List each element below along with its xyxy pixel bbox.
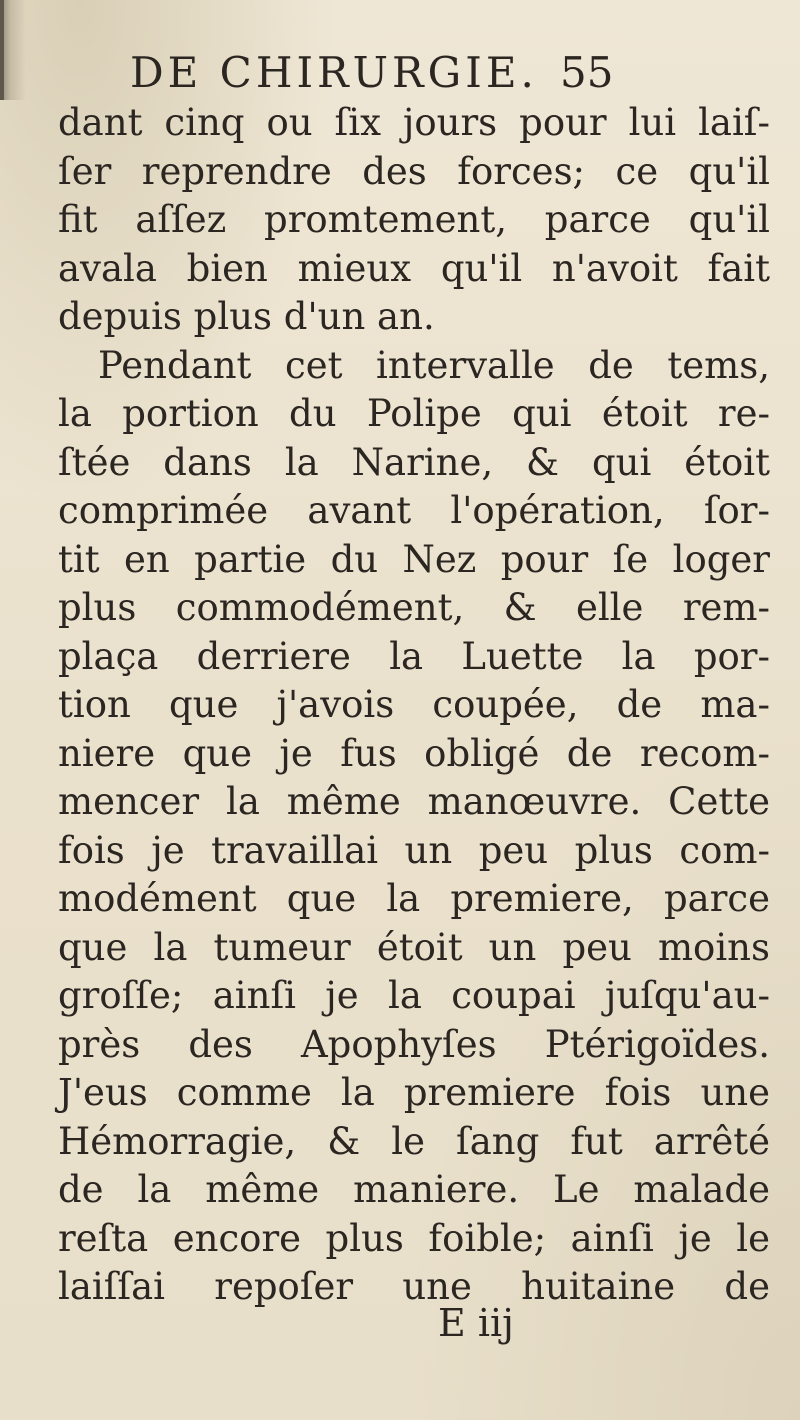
- text-line: modément que la premiere, parce: [58, 877, 770, 920]
- text-line: avala bien mieux qu'il n'avoit fait: [58, 246, 770, 290]
- page-number: 55: [560, 48, 614, 97]
- text-line: ſtée dans la Narine, & qui étoit: [58, 440, 770, 484]
- text-line: la portion du Polipe qui étoit re-: [58, 392, 770, 435]
- text-line: fois je travaillai un peu plus com-: [58, 828, 770, 872]
- page-header: [130, 46, 630, 98]
- text-line: tit en partie du Nez pour ſe loger: [58, 537, 770, 581]
- text-line: niere que je fus obligé de recom-: [58, 731, 770, 775]
- text-line: Pendant cet intervalle de tems,: [98, 343, 770, 387]
- text-line: depuis plus d'un an.: [58, 295, 435, 338]
- text-line: dant cinq ou ſix jours pour lui laiſ-: [58, 101, 770, 144]
- text-line: tion que j'avois coupée, de ma-: [58, 683, 770, 726]
- text-line: laiſſai repoſer une huitaine de: [58, 1265, 770, 1308]
- text-line: comprimée avant l'opération, ſor-: [58, 489, 770, 532]
- text-line: près des Apophyſes Ptérigoïdes.: [58, 1022, 770, 1066]
- text-line: J'eus comme la premiere fois une: [58, 1071, 770, 1114]
- text-line: plus commodément, & elle rem-: [58, 586, 770, 629]
- running-title: DE CHIRURGIE.: [130, 48, 538, 97]
- text-line: de la même maniere. Le malade: [58, 1168, 770, 1211]
- text-line: ſer reprendre des forces; ce qu'il: [58, 149, 770, 193]
- text-line: groſſe; ainſi je la coupai juſqu'au-: [58, 974, 770, 1017]
- text-line: mencer la même manœuvre. Cette: [58, 780, 770, 823]
- text-line: reſta encore plus foible; ainſi je le: [58, 1216, 770, 1260]
- text-line: plaça derriere la Luette la por-: [58, 634, 770, 678]
- body-text: [58, 99, 770, 1312]
- text-line: que la tumeur étoit un peu moins: [58, 925, 770, 969]
- page-edge-line: [0, 0, 4, 100]
- text-line: Hémorragie, & le ſang fut arrêté: [58, 1119, 770, 1163]
- signature-mark: E iij: [438, 1301, 514, 1345]
- text-line: fit aſſez promtement, parce qu'il: [58, 198, 770, 241]
